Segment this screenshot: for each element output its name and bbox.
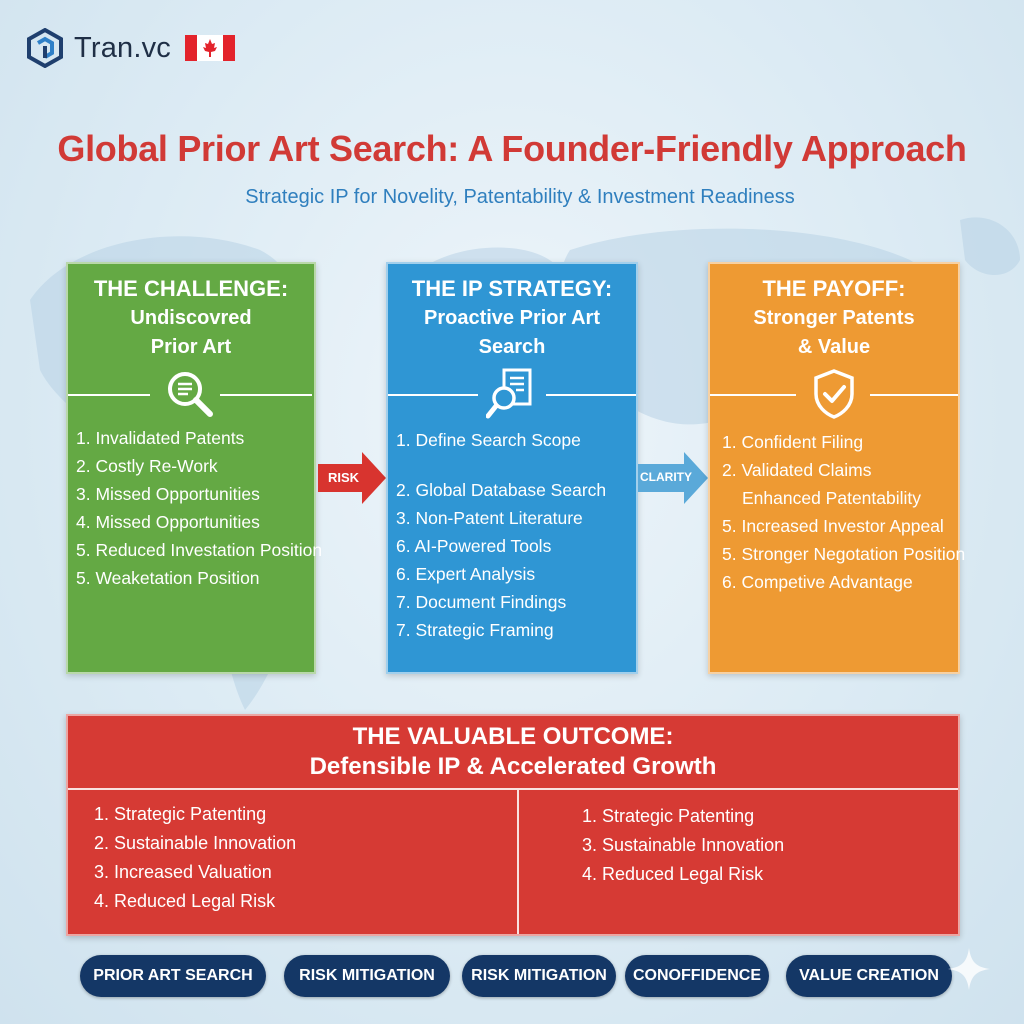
divider xyxy=(870,394,958,396)
list-item: 1. Define Search Scope xyxy=(396,430,581,450)
list-item: 3. Missed Opportunities xyxy=(76,484,260,504)
payoff-subtitle-line-2: & Value xyxy=(797,336,871,358)
divider xyxy=(546,394,636,396)
outcome-right-list xyxy=(582,802,784,889)
divider xyxy=(710,394,796,396)
list-item: 3. Sustainable Innovation xyxy=(582,835,785,855)
tran-vc-logo-icon xyxy=(26,28,64,68)
clarity-arrow-label: CLARITY xyxy=(640,470,692,484)
brand-logo[interactable] xyxy=(26,28,235,68)
challenge-title: THE CHALLENGE: xyxy=(93,276,289,301)
divider xyxy=(68,788,958,790)
risk-arrow-label: RISK xyxy=(328,470,360,485)
ip-strategy-subtitle-line-2: Search xyxy=(478,336,546,358)
list-item: 1. Invalidated Patents xyxy=(76,428,245,448)
sparkle-icon xyxy=(946,946,992,992)
payoff-subtitle-line-1: Stronger Patents xyxy=(753,307,915,329)
ip-strategy-heading xyxy=(388,274,636,362)
ip-strategy-subtitle-line-1: Proactive Prior Art xyxy=(424,307,600,329)
list-item: 2. Validated Claims xyxy=(722,460,872,480)
list-item: 2. Global Database Search xyxy=(396,480,607,500)
list-item: 2. Costly Re-Work xyxy=(76,456,218,476)
payoff-icon-row xyxy=(710,364,958,420)
list-item: 1. Strategic Patenting xyxy=(582,806,755,826)
magnifier-document-icon xyxy=(164,368,216,420)
challenge-icon-row xyxy=(68,364,314,420)
outcome-subtitle: Defensible IP & Accelerated Growth xyxy=(309,753,717,780)
ip-strategy-title: THE IP STRATEGY: xyxy=(411,276,613,301)
tag-risk-mitigation-2[interactable]: RISK MITIGATION xyxy=(462,955,616,997)
list-item: 3. Increased Valuation xyxy=(94,862,272,882)
list-item: 5. Stronger Negotation Position xyxy=(722,544,966,564)
page-subtitle: Strategic IP for Novelity, Patentability & Investment Readiness xyxy=(245,186,795,208)
list-item: 5. Increased Investor Appeal xyxy=(722,516,944,536)
list-item: 5. Weaketation Position xyxy=(76,568,260,588)
list-item: 1. Strategic Patenting xyxy=(94,804,267,824)
list-item: 7. Strategic Framing xyxy=(396,620,554,640)
outcome-panel xyxy=(66,714,960,936)
list-item xyxy=(396,454,606,476)
divider xyxy=(68,394,150,396)
ip-strategy-panel xyxy=(386,262,638,674)
list-item: 5. Reduced Investation Position xyxy=(76,540,323,560)
payoff-panel xyxy=(708,262,966,674)
list-item: 4. Reduced Legal Risk xyxy=(94,891,276,911)
divider xyxy=(220,394,312,396)
brand-name: Tran.vc xyxy=(74,31,172,64)
challenge-subtitle-line-1: Undiscovred xyxy=(130,307,252,329)
challenge-panel xyxy=(66,262,323,674)
ip-strategy-list xyxy=(396,426,606,644)
list-item: 3. Non-Patent Literature xyxy=(396,508,583,528)
list-item: 6. Competive Advantage xyxy=(722,572,913,592)
list-item: 6. AI-Powered Tools xyxy=(396,536,552,556)
outcome-title: THE VALUABLE OUTCOME: xyxy=(352,723,674,750)
divider xyxy=(517,790,519,934)
list-item: 4. Missed Opportunities xyxy=(76,512,260,532)
list-item: 4. Reduced Legal Risk xyxy=(582,864,764,884)
tag-confidence[interactable]: CONOFFIDENCE xyxy=(625,955,769,997)
page-title: Global Prior Art Search: A Founder-Friendly Approach xyxy=(57,128,967,169)
shield-check-icon xyxy=(808,368,860,420)
list-item: 2. Sustainable Innovation xyxy=(94,833,297,853)
tag-prior-art-search[interactable]: PRIOR ART SEARCH xyxy=(80,955,266,997)
list-item: 6. Expert Analysis xyxy=(396,564,536,584)
challenge-list xyxy=(76,424,322,592)
payoff-title: THE PAYOFF: xyxy=(762,276,906,301)
outcome-left-list xyxy=(94,800,296,916)
ip-strategy-icon-row xyxy=(388,364,636,420)
list-item: 7. Document Findings xyxy=(396,592,567,612)
list-item: 1. Confident Filing xyxy=(722,432,864,452)
document-search-icon xyxy=(486,368,538,420)
list-item: Enhanced Patentability xyxy=(742,488,922,508)
tag-risk-mitigation[interactable]: RISK MITIGATION xyxy=(284,955,450,997)
payoff-list xyxy=(722,428,965,596)
tag-value-creation[interactable]: VALUE CREATION xyxy=(786,955,952,997)
challenge-heading xyxy=(68,274,314,362)
outcome-heading xyxy=(68,722,958,782)
divider xyxy=(388,394,478,396)
challenge-subtitle-line-2: Prior Art xyxy=(150,336,232,358)
payoff-heading xyxy=(710,274,958,362)
canada-flag-icon xyxy=(185,35,235,61)
